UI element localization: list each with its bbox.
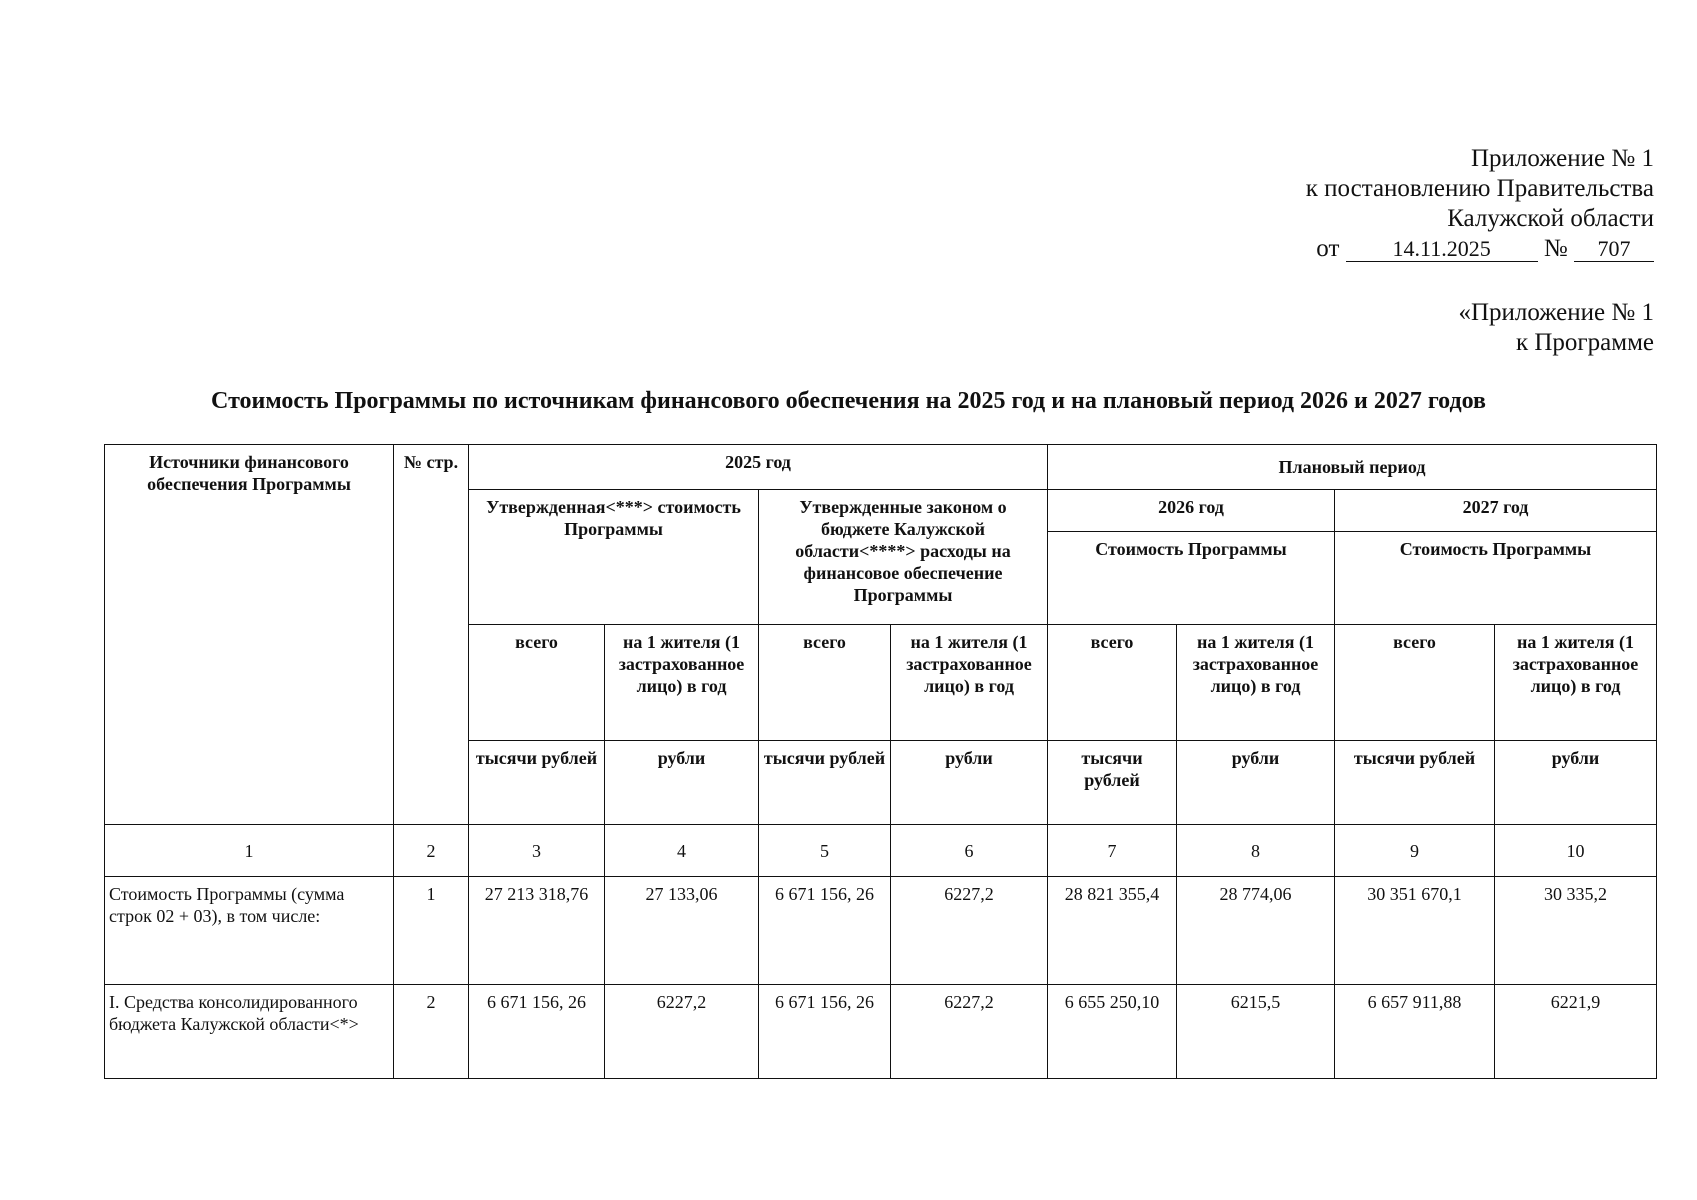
unit-rubles: рубли xyxy=(605,741,759,825)
row-value: 30 335,2 xyxy=(1495,877,1657,985)
row-value: 30 351 670,1 xyxy=(1335,877,1495,985)
row-value: 6 671 156, 26 xyxy=(469,985,605,1079)
unit-thousands: тысячи рублей xyxy=(1335,741,1495,825)
column-number: 6 xyxy=(891,825,1048,877)
appendix-date-line xyxy=(1306,234,1654,264)
unit-thousands: тысячи рублей xyxy=(469,741,605,825)
row-value: 6227,2 xyxy=(891,985,1048,1079)
row-source: I. Средства консолидированного бюджета Калужской области<*> xyxy=(105,985,394,1079)
header-approved-cost: Утвержденная<***> стоимость Программы xyxy=(469,490,759,625)
column-number: 3 xyxy=(469,825,605,877)
appendix-title: Приложение № 1 xyxy=(1470,145,1654,172)
unit-thousands: тысячи рублей xyxy=(1048,741,1177,825)
row-value: 28 821 355,4 xyxy=(1048,877,1177,985)
column-number: 2 xyxy=(394,825,469,877)
row-number: 2 xyxy=(394,985,469,1079)
row-number: 1 xyxy=(394,877,469,985)
column-number: 5 xyxy=(759,825,891,877)
header-year-2025: 2025 год xyxy=(469,445,1048,490)
date-prefix: от xyxy=(1316,235,1340,262)
row-value: 27 213 318,76 xyxy=(469,877,605,985)
resolution-date: 14.11.2025 xyxy=(1346,237,1538,262)
header-per-resident: на 1 жителя (1 застрахованное лицо) в год xyxy=(1495,625,1657,741)
row-value: 28 774,06 xyxy=(1177,877,1335,985)
header-total: всего xyxy=(1335,625,1495,741)
header-row-number: № стр. xyxy=(394,445,469,825)
column-number: 1 xyxy=(105,825,394,877)
program-appendix-target: к Программе xyxy=(1515,329,1654,356)
header-total: всего xyxy=(469,625,605,741)
header-cost-2026: Стоимость Программы xyxy=(1048,532,1335,625)
header-source: Источники финансового обеспечения Программы xyxy=(105,445,394,825)
row-value: 27 133,06 xyxy=(605,877,759,985)
unit-thousands: тысячи рублей xyxy=(759,741,891,825)
row-value: 6215,5 xyxy=(1177,985,1335,1079)
unit-rubles: рубли xyxy=(1177,741,1335,825)
row-value: 6 657 911,88 xyxy=(1335,985,1495,1079)
program-appendix-title: «Приложение № 1 xyxy=(1458,299,1654,326)
header-per-resident: на 1 жителя (1 застрахованное лицо) в год xyxy=(1177,625,1335,741)
row-value: 6221,9 xyxy=(1495,985,1657,1079)
appendix-region: Калужской области xyxy=(1447,205,1654,232)
column-number: 8 xyxy=(1177,825,1335,877)
header-cost-2027: Стоимость Программы xyxy=(1335,532,1657,625)
row-value: 6227,2 xyxy=(891,877,1048,985)
row-value: 6 671 156, 26 xyxy=(759,877,891,985)
column-number: 4 xyxy=(605,825,759,877)
header-row-years xyxy=(105,445,1657,490)
header-budget-expenses: Утвержденные законом о бюджете Калужской области<****> расходы на финансовое обеспечение Программы xyxy=(759,490,1048,625)
table-row xyxy=(105,877,1657,985)
header-per-resident: на 1 жителя (1 застрахованное лицо) в год xyxy=(605,625,759,741)
header-per-resident: на 1 жителя (1 застрахованное лицо) в год xyxy=(891,625,1048,741)
financing-table xyxy=(104,444,1657,1079)
header-year-2027: 2027 год xyxy=(1335,490,1657,532)
header-total: всего xyxy=(1048,625,1177,741)
header-year-2026: 2026 год xyxy=(1048,490,1335,532)
number-sign: № xyxy=(1543,235,1568,262)
program-appendix-ref xyxy=(1458,298,1654,358)
column-number: 9 xyxy=(1335,825,1495,877)
header-total: всего xyxy=(759,625,891,741)
table-row xyxy=(105,985,1657,1079)
appendix-header xyxy=(1306,144,1654,264)
unit-rubles: рубли xyxy=(1495,741,1657,825)
header-planned-period: Плановый период xyxy=(1048,445,1657,490)
unit-rubles: рубли xyxy=(891,741,1048,825)
column-number: 7 xyxy=(1048,825,1177,877)
appendix-resolution: к постановлению Правительства xyxy=(1305,175,1654,202)
row-source: Стоимость Программы (сумма строк 02 + 03), в том числе: xyxy=(105,877,394,985)
row-value: 6 655 250,10 xyxy=(1048,985,1177,1079)
document-title: Стоимость Программы по источникам финансового обеспечения на 2025 год и на плановый период 2026 и 2027 годов xyxy=(211,388,1486,414)
column-number-row xyxy=(105,825,1657,877)
resolution-number: 707 xyxy=(1574,237,1654,262)
row-value: 6227,2 xyxy=(605,985,759,1079)
row-value: 6 671 156, 26 xyxy=(759,985,891,1079)
column-number: 10 xyxy=(1495,825,1657,877)
